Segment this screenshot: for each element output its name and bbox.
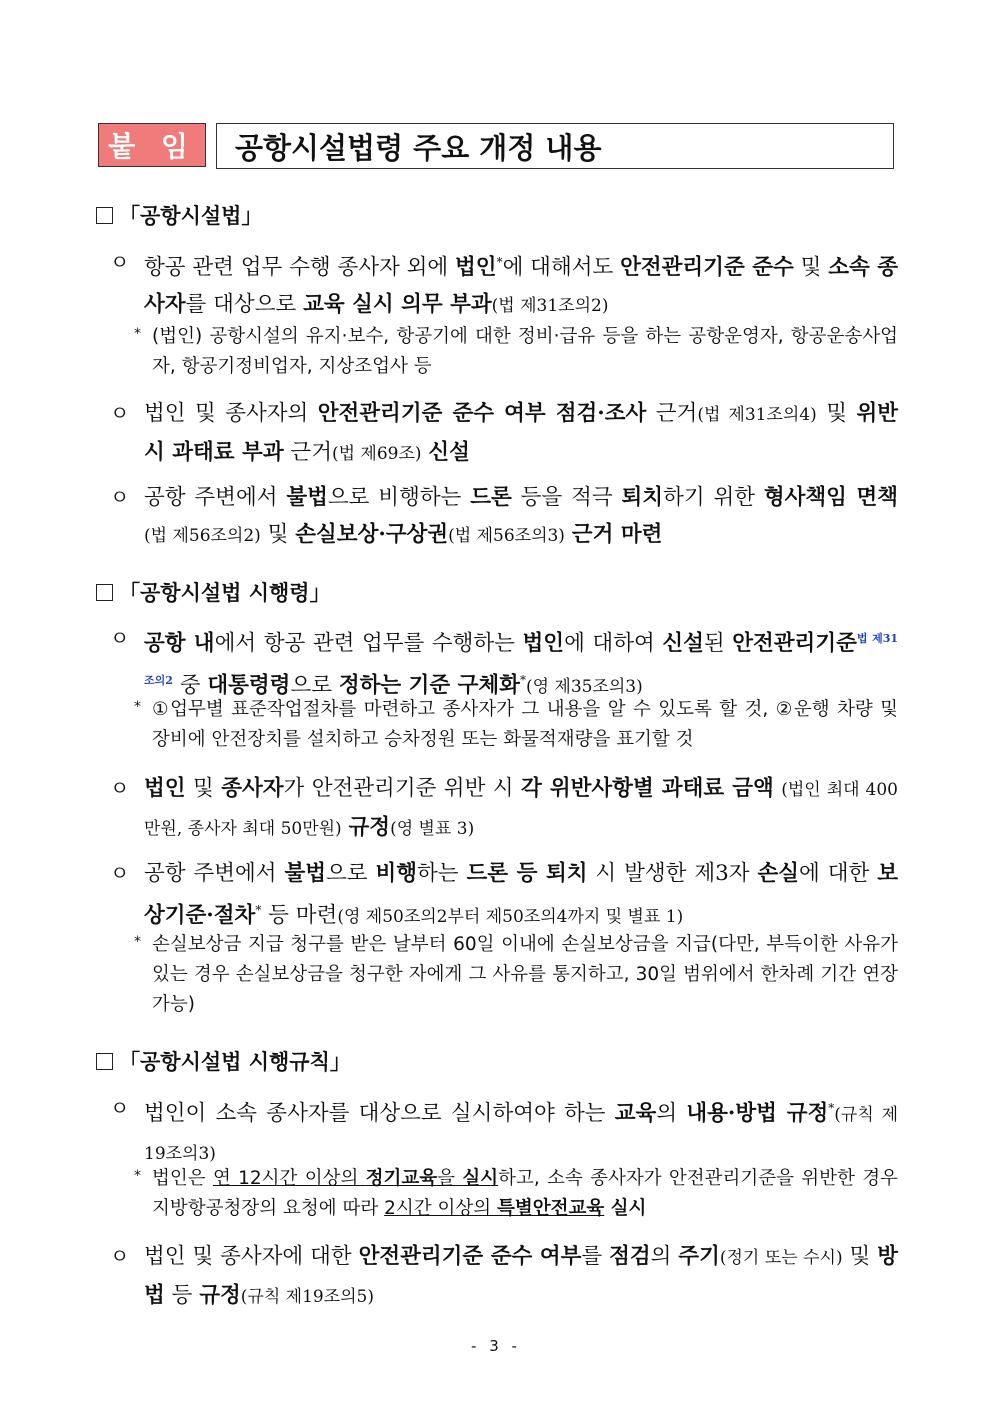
asterisk-icon: * (134, 1168, 141, 1184)
checkbox-icon (96, 207, 113, 224)
list-item (110, 855, 898, 936)
asterisk-icon: * (134, 934, 141, 950)
section-heading (96, 200, 262, 230)
list-item (110, 479, 898, 555)
item-text: 공항 주변에서 불법으로 비행하는 드론 등을 적극 퇴치하기 위한 형사책임 면책(법 제56조의2) 및 손실보상·구상권(법 제56조의3) 근거 마련 (144, 485, 898, 547)
footnote: * 손실보상금 지급 청구를 받은 날부터 60일 이내에 손실보상금을 지급(다만, 부득이한 사유가 있는 경우 손실보상금을 청구한 자에게 그 사유를 통지하고, 30일 범위에서 한차례 기간 연장 가능) (134, 934, 898, 1015)
asterisk-icon: * (134, 326, 141, 342)
bullet-icon: ㅇ (110, 485, 130, 509)
page-title: 공항시설법령 주요 개정 내용 (216, 123, 894, 169)
page-number: - 3 - (471, 1337, 521, 1355)
bullet-icon: ㅇ (110, 250, 130, 274)
footnote: * ①업무별 표준작업절차를 마련하고 종사자가 그 내용을 알 수 있도록 할 것, ②운행 차량 및 장비에 안전장치를 설치하고 승차정원 또는 화물적재량을 표기할 것 (134, 699, 898, 750)
section-title: 「공항시설법」 (119, 203, 263, 228)
bullet-icon: ㅇ (110, 401, 130, 425)
list-item (110, 620, 898, 706)
footnote: * 법인은 연 12시간 이상의 정기교육을 실시하고, 소속 종사자가 안전관리기준을 위반한 경우 지방항공청장의 요청에 따라 2시간 이상의 특별안전교육 실시 (134, 1168, 898, 1219)
section-heading (96, 1046, 351, 1076)
item-text: 법인 및 종사자가 안전관리기준 위반 시 각 위반사항별 과태료 금액 (법인 최대 400만원, 종사자 최대 50만원) 규정(영 별표 3) (144, 776, 898, 840)
item-text: 항공 관련 업무 수행 종사자 외에 법인*에 대해서도 안전관리기준 준수 및 소속 종사자를 대상으로 교육 실시 의무 부과(법 제31조의2) (144, 255, 898, 318)
bullet-icon: ㅇ (110, 861, 130, 885)
bullet-icon: ㅇ (110, 776, 130, 800)
document-header (98, 123, 894, 169)
section-heading (96, 577, 331, 607)
checkbox-icon (96, 1053, 113, 1070)
list-item (110, 395, 898, 473)
checkbox-icon (96, 584, 113, 601)
list-item (110, 770, 898, 848)
bullet-icon: ㅇ (110, 1244, 130, 1268)
item-text: 법인 및 종사자의 안전관리기준 준수 여부 점검·조사 근거(법 제31조의4) 및 위반 시 과태료 부과 근거(법 제69조) 신설 (144, 401, 898, 465)
item-text: 공항 주변에서 불법으로 비행하는 드론 등 퇴치 시 발생한 제3자 손실에 대한 보상기준·절차* 등 마련(영 제50조의2부터 제50조의4까지 및 별표 1) (144, 861, 898, 929)
section-title: 「공항시설법 시행령」 (119, 580, 331, 605)
item-text: 법인 및 종사자에 대한 안전관리기준 준수 여부를 점검의 주기(정기 또는 수시) 및 방법 등 규정(규칙 제19조의5) (144, 1244, 898, 1308)
footnote: * (법인) 공항시설의 유지·보수, 항공기에 대한 정비·급유 등을 하는 공항운영자, 항공운송사업자, 항공기정비업자, 지상조업사 등 (134, 326, 898, 377)
item-text: 공항 내에서 항공 관련 업무를 수행하는 법인에 대하여 신설된 안전관리기준$^{법 제31조의2}$ 중 대통령령으로 정하는 기준 구체화*(영 제35조의3) (144, 631, 899, 699)
asterisk-icon: * (134, 699, 141, 715)
list-item (110, 1238, 898, 1316)
list-item (110, 1090, 898, 1173)
bullet-icon: ㅇ (110, 626, 130, 650)
list-item (110, 244, 898, 325)
attachment-badge: 붙 임 (98, 123, 206, 167)
section-title: 「공항시설법 시행규칙」 (119, 1049, 351, 1074)
bullet-icon: ㅇ (110, 1096, 130, 1120)
item-text: 법인이 소속 종사자를 대상으로 실시하여야 하는 교육의 내용·방법 규정*(규칙 제19조의3) (144, 1101, 898, 1165)
